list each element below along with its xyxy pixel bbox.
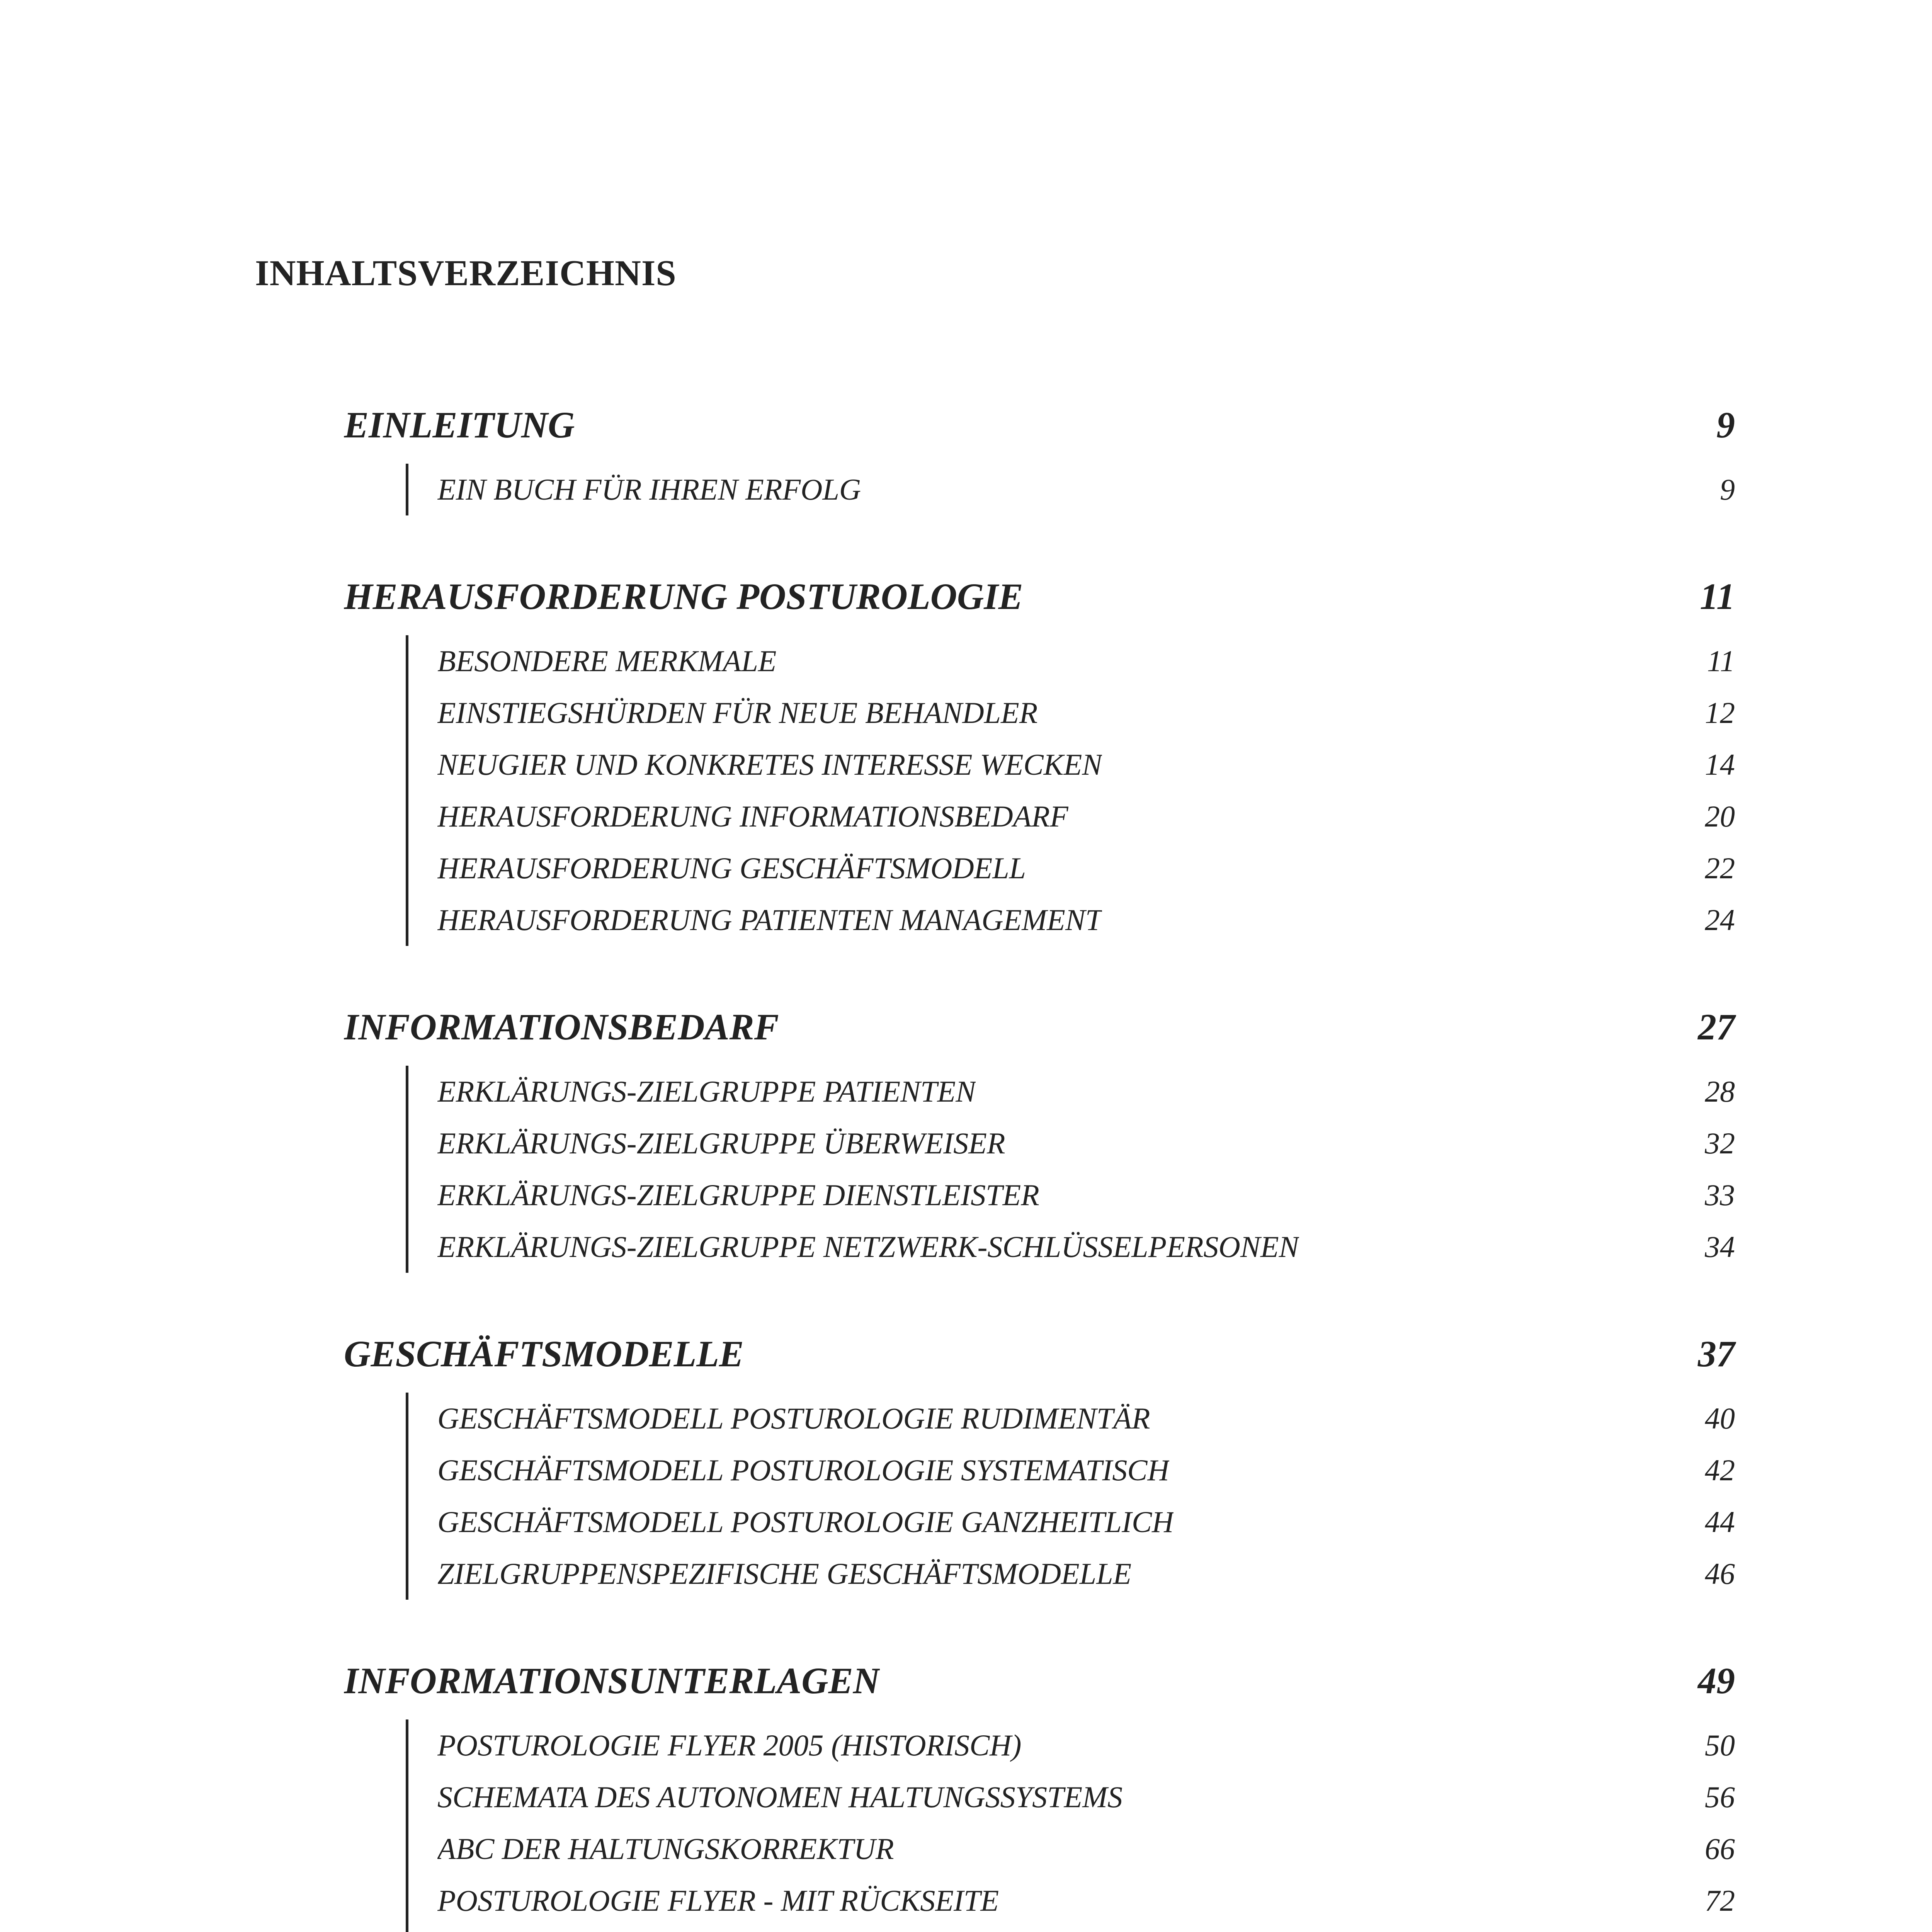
toc-entry[interactable] [437,1169,1735,1221]
entry-page-number: 72 [1705,1884,1735,1917]
section-title: HERAUSFORDERUNG POSTUROLOGIE [344,576,1023,617]
entry-page-number: 40 [1705,1401,1735,1435]
toc-entry[interactable] [437,1875,1735,1927]
entry-title: GESCHÄFTSMODELL POSTUROLOGIE GANZHEITLICH [437,1505,1174,1539]
toc-section-heading[interactable] [344,573,1735,620]
section-page-number: 9 [1716,404,1735,446]
entry-page-number: 28 [1705,1075,1735,1108]
toc-entry[interactable] [437,1548,1735,1600]
toc-entry[interactable] [437,1393,1735,1444]
toc-entry[interactable] [437,894,1735,946]
section-title: INFORMATIONSBEDARF [344,1006,779,1048]
toc-section [344,1004,1735,1273]
toc-section [344,573,1735,946]
entry-page-number [1658,1927,1735,1932]
section-page-number: 49 [1698,1660,1735,1701]
entry-title: ERKLÄRUNGS-ZIELGRUPPE NETZWERK-SCHLÜSSELPERSONEN [437,1230,1299,1264]
entry-page-number: 44 [1705,1505,1735,1539]
section-page-number: 11 [1700,576,1735,617]
section-page-number: 27 [1698,1006,1735,1048]
toc-entry[interactable] [437,1444,1735,1496]
section-title: INFORMATIONSUNTERLAGEN [344,1660,880,1701]
toc-section-heading[interactable] [344,1658,1735,1704]
entry-title: NEUGIER UND KONKRETES INTERESSE WECKEN [437,748,1102,781]
entry-title: ERKLÄRUNGS-ZIELGRUPPE PATIENTEN [437,1075,976,1108]
toc-entry[interactable] [437,842,1735,894]
toc-entry-list [406,1066,1735,1273]
toc-entry[interactable] [437,1771,1735,1823]
toc-section-heading[interactable] [344,402,1735,448]
entry-page-number: 50 [1705,1728,1735,1762]
toc-entry[interactable] [437,1496,1735,1548]
toc-section-heading[interactable] [344,1331,1735,1377]
toc-entry-list [406,1719,1735,1932]
toc-entry[interactable] [437,791,1735,842]
toc-section [344,1658,1735,1932]
toc-entry[interactable] [437,687,1735,739]
entry-page-number: 56 [1705,1780,1735,1814]
entry-page-number: 22 [1705,851,1735,885]
entry-page-number: 14 [1705,748,1735,781]
toc-entry[interactable] [437,1117,1735,1169]
entry-title: POSTUROLOGIE FLYER 2005 (HISTORISCH) [437,1728,1022,1762]
entry-page-number: 24 [1705,903,1735,937]
toc-entry[interactable] [437,635,1735,687]
entry-title: HERAUSFORDERUNG PATIENTEN MANAGEMENT [437,903,1102,937]
toc-entry-list [406,635,1735,946]
entry-title: ABC DER HALTUNGSKORREKTUR [437,1832,894,1866]
section-title: GESCHÄFTSMODELLE [344,1333,744,1374]
toc-entry[interactable] [437,1221,1735,1273]
entry-title: ERKLÄRUNGS-ZIELGRUPPE ÜBERWEISER [437,1126,1005,1160]
entry-title: SCHEMATA DES AUTONOMEN HALTUNGSSYSTEMS [437,1780,1123,1814]
entry-page-number: 11 [1707,644,1735,678]
toc-entry[interactable] [437,1066,1735,1117]
entry-title: ZIELGRUPPENSPEZIFISCHE GESCHÄFTSMODELLE [437,1557,1132,1590]
entry-page-number: 46 [1705,1557,1735,1590]
entry-page-number: 32 [1705,1126,1735,1160]
toc-section-heading[interactable] [344,1004,1735,1050]
entry-title: HERAUSFORDERUNG INFORMATIONSBEDARF [437,799,1068,833]
entry-title: POSTUROLOGIE FLYER - MIT RÜCKSEITE [437,1884,999,1917]
section-title: EINLEITUNG [344,404,575,446]
toc-entry-list [406,464,1735,515]
toc-entry[interactable] [437,739,1735,791]
table-of-contents [344,402,1735,1932]
toc-entry[interactable] [437,1823,1735,1875]
entry-page-number: 66 [1705,1832,1735,1866]
page-title: INHALTSVERZEICHNIS [255,253,677,293]
entry-page-number: 20 [1705,799,1735,833]
toc-entry-list [406,1393,1735,1600]
entry-title: BESONDERE MERKMALE [437,644,777,678]
entry-page-number: 33 [1705,1178,1735,1212]
toc-section [344,402,1735,515]
entry-title: EINSTIEGSHÜRDEN FÜR NEUE BEHANDLER [437,696,1038,730]
entry-title: GESCHÄFTSMODELL POSTUROLOGIE RUDIMENTÄR [437,1401,1150,1435]
entry-title [437,1927,928,1932]
entry-page-number: 12 [1705,696,1735,730]
toc-entry[interactable] [437,1719,1735,1771]
toc-entry[interactable] [437,1927,1735,1932]
section-page-number: 37 [1698,1333,1735,1374]
entry-page-number: 34 [1705,1230,1735,1264]
entry-title: HERAUSFORDERUNG GESCHÄFTSMODELL [437,851,1026,885]
toc-entry[interactable] [437,464,1735,515]
toc-section [344,1331,1735,1600]
entry-title: GESCHÄFTSMODELL POSTUROLOGIE SYSTEMATISCH [437,1453,1169,1487]
entry-page-number: 9 [1720,473,1735,506]
entry-page-number: 42 [1705,1453,1735,1487]
entry-title: EIN BUCH FÜR IHREN ERFOLG [437,473,861,506]
entry-title: ERKLÄRUNGS-ZIELGRUPPE DIENSTLEISTER [437,1178,1039,1212]
